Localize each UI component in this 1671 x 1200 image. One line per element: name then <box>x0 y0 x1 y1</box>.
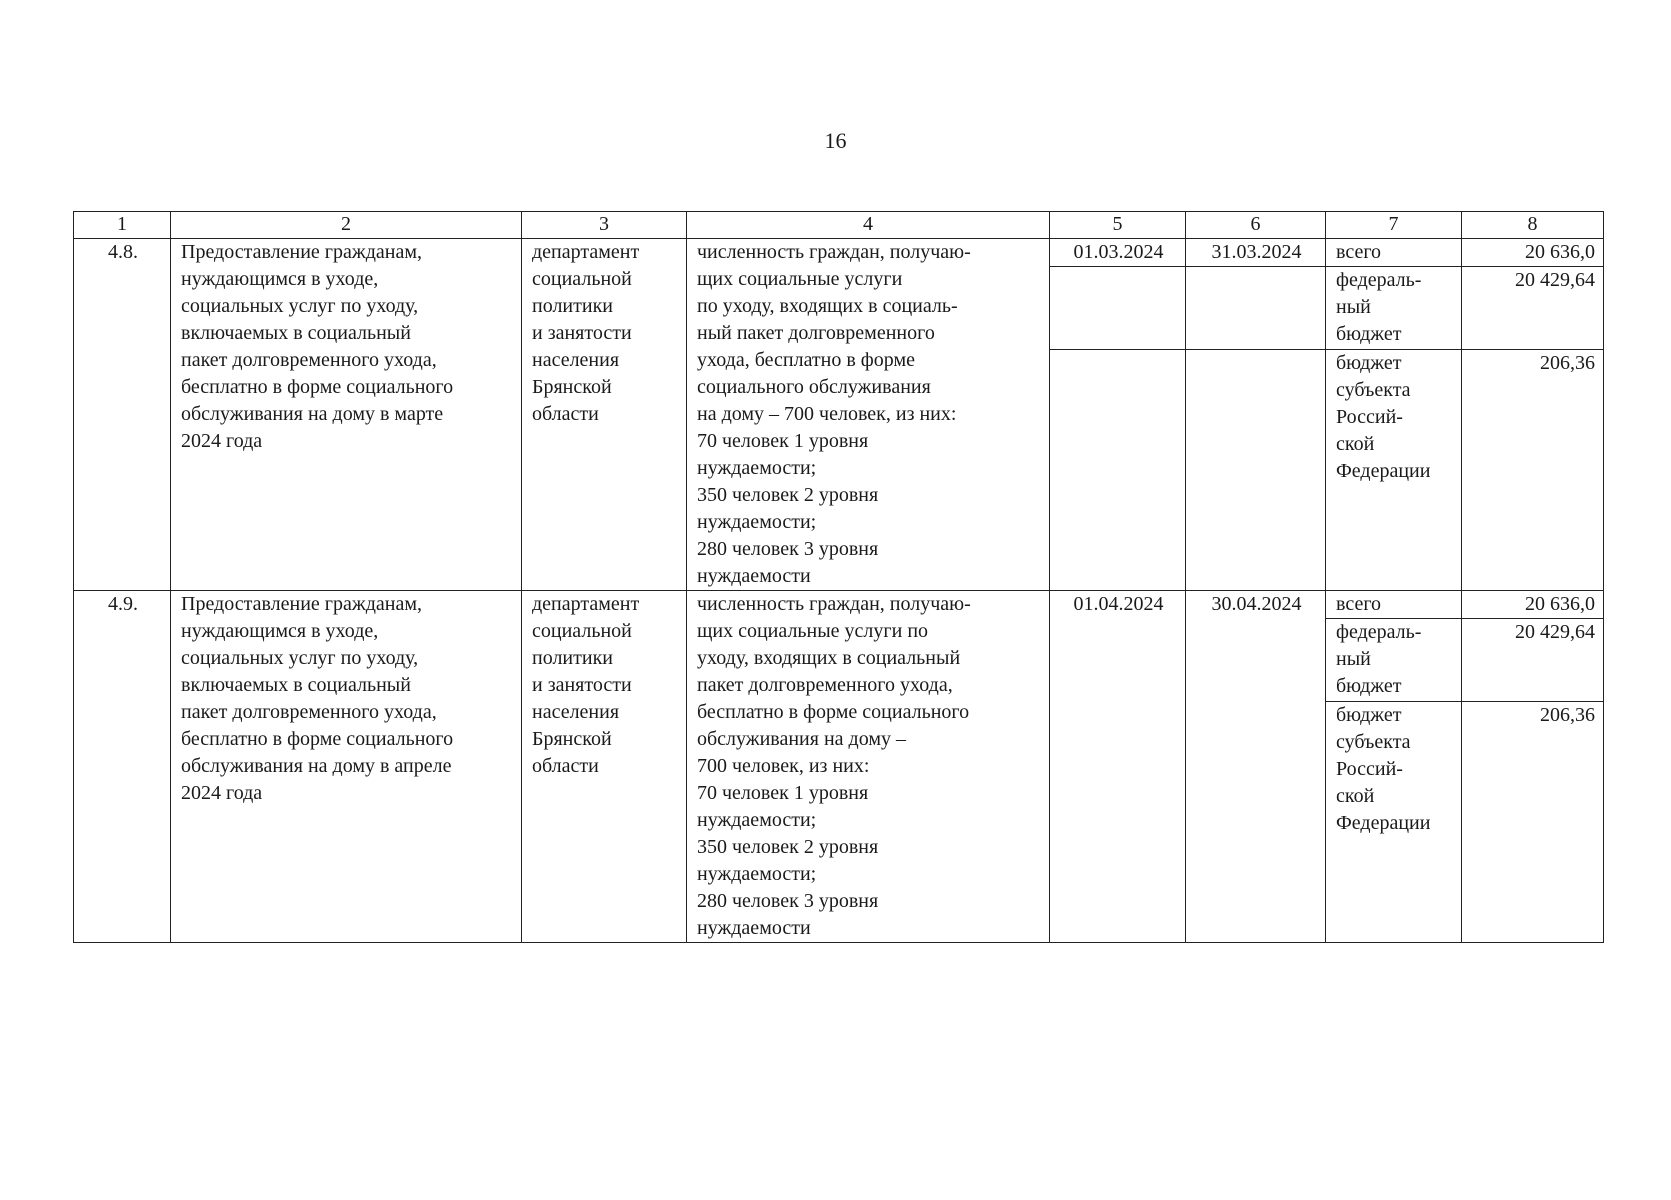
activity-title: Предоставление гражданам, нуждающимся в уходе, социальных услуг по уходу, включаемых в социальный пакет долговременного ухода, бесплатно в форме социального обслуживания на дому в апреле 2024 года <box>171 591 522 943</box>
table-row <box>74 591 1604 619</box>
start-date: 01.03.2024 <box>1050 239 1186 267</box>
start-date: 01.04.2024 <box>1050 591 1186 943</box>
column-header: 1 <box>74 212 171 239</box>
indicator-description: численность граждан, получаю- щих социальные услуги по уходу, входящих в социальный пакет долговременного ухода, бесплатно в форме социального обслуживания на дому – 700 человек, из них: 70 человек 1 уровня нуждаемости; 350 человек 2 уровня нуждаемости; 280 человек 3 уровня нуждаемости <box>687 591 1050 943</box>
column-header: 7 <box>1326 212 1462 239</box>
funding-source: федераль- ный бюджет <box>1326 267 1462 350</box>
indicator-description: численность граждан, получаю- щих социальные услуги по уходу, входящих в социаль- ный пакет долговременного ухода, бесплатно в форме социального обслуживания на дому – 700 человек, из них: 70 человек 1 уровня нуждаемости; 350 человек 2 уровня нуждаемости; 280 человек 3 уровня нуждаемости <box>687 239 1050 591</box>
end-date: 31.03.2024 <box>1186 239 1326 267</box>
activity-title: Предоставление гражданам, нуждающимся в уходе, социальных услуг по уходу, включаемых в социальный пакет долговременного ухода, бесплатно в форме социального обслуживания на дому в марте 2024 года <box>171 239 522 591</box>
column-header: 4 <box>687 212 1050 239</box>
funding-source: федераль- ный бюджет <box>1326 619 1462 702</box>
column-header: 8 <box>1462 212 1604 239</box>
funding-amount: 206,36 <box>1462 350 1604 591</box>
column-header: 2 <box>171 212 522 239</box>
funding-source: всего <box>1326 239 1462 267</box>
row-number: 4.8. <box>74 239 171 591</box>
funding-amount: 20 636,0 <box>1462 591 1604 619</box>
empty-cell <box>1050 350 1186 591</box>
column-number-header-row <box>74 212 1604 239</box>
column-header: 3 <box>522 212 687 239</box>
responsible-department: департамент социальной политики и занятости населения Брянской области <box>522 239 687 591</box>
program-activities-table <box>73 211 1604 943</box>
end-date: 30.04.2024 <box>1186 591 1326 943</box>
funding-amount: 20 429,64 <box>1462 619 1604 702</box>
empty-cell <box>1186 350 1326 591</box>
funding-source: всего <box>1326 591 1462 619</box>
funding-amount: 206,36 <box>1462 702 1604 943</box>
funding-source: бюджет субъекта Россий- ской Федерации <box>1326 350 1462 591</box>
empty-cell <box>1050 267 1186 350</box>
funding-source: бюджет субъекта Россий- ской Федерации <box>1326 702 1462 943</box>
row-number: 4.9. <box>74 591 171 943</box>
responsible-department: департамент социальной политики и занятости населения Брянской области <box>522 591 687 943</box>
empty-cell <box>1186 267 1326 350</box>
funding-amount: 20 429,64 <box>1462 267 1604 350</box>
page-number: 16 <box>824 128 847 153</box>
column-header: 6 <box>1186 212 1326 239</box>
column-header: 5 <box>1050 212 1186 239</box>
funding-amount: 20 636,0 <box>1462 239 1604 267</box>
table-row <box>74 239 1604 267</box>
